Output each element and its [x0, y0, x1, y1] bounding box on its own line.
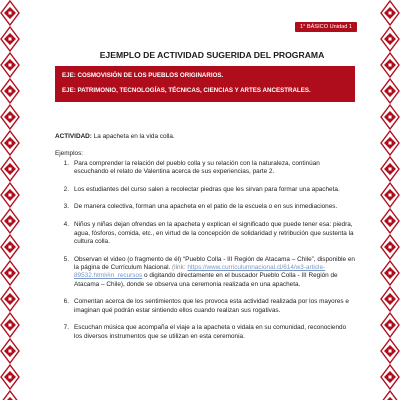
border-dot [389, 376, 392, 379]
border-pattern-left [0, 0, 20, 400]
border-dot [389, 12, 392, 15]
list-item [55, 203, 355, 211]
border-dot [389, 350, 392, 353]
list-item-text: Escuchan música que acompaña el viaje a la apacheta o vidala en su comunidad, reconociendo los diversos instrumentos que se utilizan en esta ceremonia. [74, 324, 347, 340]
border-dot [9, 142, 12, 145]
list-item [55, 324, 355, 341]
activity-name: La apacheta en la vida colla. [91, 133, 175, 140]
examples-label: Ejemplos: [55, 150, 84, 158]
list-item-text-post: o digitando directamente en el buscador Pueblo Colla - III Región de Atacama – Chile), donde se observa una ceremonia realizada en una apacheta. [74, 272, 338, 288]
border-dot [9, 272, 12, 275]
border-dot [9, 350, 12, 353]
border-dot [389, 90, 392, 93]
eje-line-1: EJE: COSMOVISIÓN DE LOS PUEBLOS ORIGINARIOS. [62, 72, 224, 79]
border-dot [9, 12, 12, 15]
list-item-number: 3. [63, 203, 69, 211]
border-dot [9, 246, 12, 249]
list-item-text: Los estudiantes del curso salen a recolectar piedras que les sirvan para formar una apacheta. [74, 185, 340, 193]
list-item-text-pre: Observan el video (o fragmento de él) “Pueblo Colla - III Región de Atacama – Chile”, disponible en la página de Currículum Nacional. [74, 255, 355, 271]
list-item [55, 256, 355, 289]
border-dot [389, 142, 392, 145]
link-label: (link: [172, 263, 186, 271]
border-dot [389, 168, 392, 171]
resource-link[interactable]: https://www.curriculumnacional.cl/614/w3-article-89532.html#in_recursos [74, 263, 326, 280]
border-dot [9, 220, 12, 223]
border-dot [9, 90, 12, 93]
activity-content [55, 133, 355, 351]
list-item-text: Niños y niñas dejan ofrendas en la apacheta y explican el significado que puede tener esa: piedra, agua, fósforos, comida, etc., en virtud de la concepción de solidaridad y retribución que sustenta la cultura colla. [74, 221, 354, 245]
list-item-number: 6. [63, 298, 69, 306]
border-pattern-right [380, 0, 400, 400]
border-dot [389, 220, 392, 223]
list-item [55, 160, 355, 177]
list-item-text: De manera colectiva, forman una apacheta en el patio de la escuela o en sus inmediaciones. [74, 203, 338, 211]
border-dot [389, 324, 392, 327]
examples-list [55, 160, 355, 341]
border-dot [9, 298, 12, 301]
border-dot [9, 64, 12, 67]
list-item-number: 1. [63, 159, 69, 167]
list-item [55, 298, 355, 315]
right-decorative-border [380, 0, 400, 400]
border-dot [389, 272, 392, 275]
border-dot [9, 168, 12, 171]
list-item-text [74, 256, 355, 289]
border-dot [389, 194, 392, 197]
unit-badge: 1° BÁSICO Unidad 1 [295, 22, 357, 32]
list-item-number: 7. [63, 324, 69, 332]
border-dot [389, 298, 392, 301]
list-item-text: Para comprender la relación del pueblo colla y su relación con la naturaleza, continúan escuchando el relato de Valentina acerca de sus experiencias, parte 2. [74, 159, 320, 175]
page-title: EJEMPLO DE ACTIVIDAD SUGERIDA DEL PROGRAMA [99, 50, 325, 60]
border-dot [389, 246, 392, 249]
border-dot [9, 116, 12, 119]
border-dot [9, 324, 12, 327]
list-item [55, 186, 355, 194]
border-dot [9, 376, 12, 379]
border-dot [389, 38, 392, 41]
border-dot [9, 194, 12, 197]
list-item [55, 221, 355, 246]
list-item-number: 4. [63, 221, 69, 229]
activity-title [55, 133, 355, 141]
border-dot [389, 64, 392, 67]
list-item-text: Comentan acerca de los sentimientos que les provoca esta actividad realizada por los mayores e imaginan qué podrán estar sintiendo ellos cuando realizan sus rogativas. [74, 298, 349, 314]
border-dot [389, 116, 392, 119]
list-item-number: 5. [63, 255, 69, 263]
eje-line-2: EJE: PATRIMONIO, TECNOLOGÍAS, TÉCNICAS, CIENCIAS Y ARTES ANCESTRALES. [62, 87, 311, 94]
activity-label: ACTIVIDAD: [55, 133, 92, 140]
eje-box [55, 66, 355, 102]
left-decorative-border [0, 0, 20, 400]
border-dot [9, 38, 12, 41]
list-item-number: 2. [63, 185, 69, 193]
